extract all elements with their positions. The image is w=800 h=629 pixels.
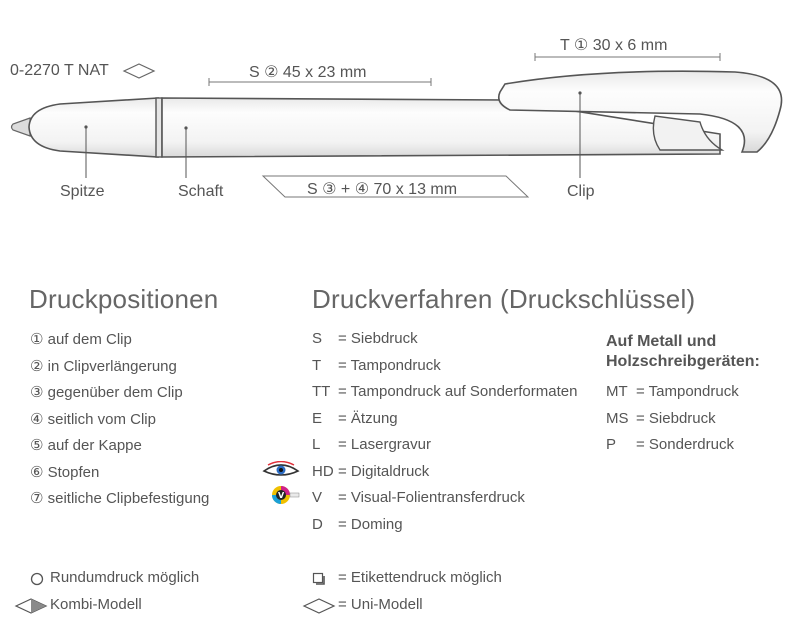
legend-uni: = Uni-Modell <box>338 596 423 613</box>
pen-front <box>29 98 158 157</box>
model-code: 0-2270 T NAT <box>10 62 109 79</box>
label-clip: Clip <box>567 183 595 200</box>
method-item: D = Doming <box>312 516 403 533</box>
square-outline-icon <box>312 572 326 586</box>
uni-model-diamond-icon <box>124 64 154 78</box>
legend-label-print: = Etikettendruck möglich <box>338 569 502 586</box>
pen-ring <box>156 98 162 157</box>
method-item: T = Tampondruck <box>312 357 441 374</box>
label-shaft: Schaft <box>178 183 224 200</box>
position-item: ② in Clipverlängerung <box>30 358 177 375</box>
visual-logo-icon <box>270 483 300 507</box>
label-tip: Spitze <box>60 183 105 200</box>
position-item: ③ gegenüber dem Clip <box>30 384 183 401</box>
legend-kombi: Kombi-Modell <box>50 596 142 613</box>
circle-outline-icon <box>30 572 44 586</box>
svg-text:V: V <box>278 491 285 500</box>
dimension-shaft: S ② 45 x 23 mm <box>249 64 367 81</box>
position-item: ⑥ Stopfen <box>30 464 100 481</box>
metal-item: P = Sonderdruck <box>606 436 734 453</box>
position-item: ⑦ seitliche Clipbefestigung <box>30 490 210 507</box>
metal-item: MS = Siebdruck <box>606 410 716 427</box>
metal-title-line2: Holzschreibgeräten: <box>606 353 760 370</box>
position-item: ⑤ auf der Kappe <box>30 437 142 454</box>
position-item: ④ seitlich vom Clip <box>30 411 156 428</box>
dimension-clip: T ① 30 x 6 mm <box>560 37 668 54</box>
diamond-outline-icon <box>302 598 336 614</box>
eye-icon <box>262 461 300 481</box>
dimension-shaft-side: S ③ + ④ 70 x 13 mm <box>307 181 458 198</box>
method-item: TT = Tampondruck auf Sonderformaten <box>312 383 578 400</box>
position-item: ① auf dem Clip <box>30 331 132 348</box>
method-item: HD = Digitaldruck <box>312 463 430 480</box>
method-item: E = Ätzung <box>312 410 398 427</box>
legend-round: Rundumdruck möglich <box>50 569 200 586</box>
method-item: S = Siebdruck <box>312 330 418 347</box>
method-item: L = Lasergravur <box>312 436 431 453</box>
metal-item: MT = Tampondruck <box>606 383 739 400</box>
positions-title: Druckpositionen <box>29 284 219 314</box>
pen-tip <box>12 118 31 136</box>
method-item: V = Visual-Folientransferdruck <box>312 489 525 506</box>
methods-title: Druckverfahren (Druckschlüssel) <box>312 284 696 314</box>
metal-title-line1: Auf Metall und <box>606 333 717 350</box>
filled-diamond-icon <box>14 598 48 614</box>
